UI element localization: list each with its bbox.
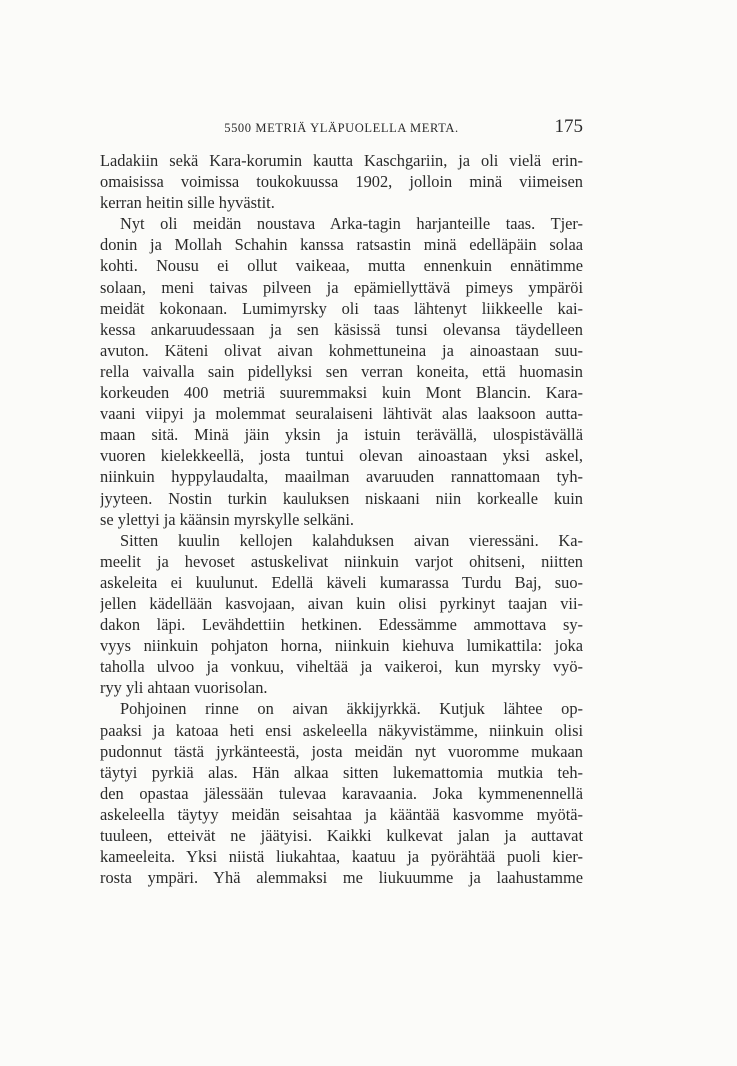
text-line: solaan, meni taivas pilveen ja epämiellyttävä pimeys ympäröi <box>100 277 583 297</box>
text-line: ryy yli ahtaan vuorisolan. <box>100 678 268 698</box>
text-line: askeleita ei kuulunut. Edellä käveli kumarassa Turdu Baj, suo- <box>100 572 583 592</box>
body-text <box>100 150 583 888</box>
text-line: kameeleita. Yksi niistä liukahtaa, kaatuu ja pyörähtää puoli kier- <box>100 847 583 867</box>
text-line: kohti. Nousu ei ollut vaikeaa, mutta ennenkuin ennätimme <box>100 256 583 276</box>
text-line: dakon läpi. Levähdettiin hetkinen. Edessämme ammottava sy- <box>100 615 583 635</box>
text-line: paaksi ja katoaa heti ensi askeleella näkyvistämme, niinkuin olisi <box>100 720 583 740</box>
text-line: tuuleen, etteivät ne jäätyisi. Kaikki kulkevat jalan ja auttavat <box>100 826 583 845</box>
text-line: vyys niinkuin pohjaton horna, niinkuin kiehuva lumikattila: joka <box>100 636 583 656</box>
text-line: se ylettyi ja käänsin myrskylle selkäni. <box>100 509 354 529</box>
text-line: Ladakiin sekä Kara-korumin kautta Kaschgariin, ja oli vielä erin- <box>100 151 583 170</box>
text-line: donin ja Mollah Schahin kanssa ratsastin minä edelläpäin solaa <box>100 235 583 255</box>
text-line: korkeuden 400 metriä suuremmaksi kuin Mont Blancin. Kara- <box>100 383 583 403</box>
text-line: vuoren kielekkeellä, josta tuntui olevan ainoastaan yksi askel, <box>100 446 583 466</box>
text-line: askeleella täytyy meidän seisahtaa ja kääntää kasvomme myötä- <box>100 804 583 824</box>
text-line: jyyteen. Nostin turkin kauluksen niskaani niin korkealle kuin <box>100 488 583 508</box>
text-line: rella vaivalla sain pidellyksi sen verran koneita, että huomasin <box>100 361 583 381</box>
text-line: meidät kokonaan. Lumimyrsky oli taas lähtenyt liikkeelle kai- <box>100 298 583 318</box>
text-line: meelit ja hevoset astuskelivat niinkuin varjot ohitseni, niitten <box>100 551 583 571</box>
text-line: taholla ulvoo ja vonkuu, viheltää ja vaikeroi, kun myrsky vyö- <box>100 657 583 677</box>
page-number: 175 <box>554 116 583 137</box>
text-line: kessa ankaruudessaan ja sen käsissä tunsi olevansa täydelleen <box>100 319 583 339</box>
text-line: täytyi pyrkiä alas. Hän alkaa sitten lukemattomia mutkia teh- <box>100 762 583 782</box>
text-line: pudonnut tästä jyrkänteestä, josta meidän nyt vuoromme mukaan <box>100 741 583 761</box>
text-line: rosta ympäri. Yhä alemmaksi me liukuumme ja laahustamme <box>100 868 583 888</box>
text-line: avuton. Käteni olivat aivan kohmettuneina ja ainoastaan suu- <box>100 340 583 360</box>
running-header <box>100 116 583 140</box>
text-line: maan sitä. Minä jäin yksin ja istuin terävällä, ulospistävällä <box>100 425 583 445</box>
text-line: Pohjoinen rinne on aivan äkkijyrkkä. Kutjuk lähtee op- <box>120 699 583 719</box>
text-line: niinkuin hyppylaudalta, maailman avaruuden rannattomaan tyh- <box>100 467 583 487</box>
text-line: den opastaa jälessään tulevaa karavaania. Joka kymmenennellä <box>100 783 583 803</box>
running-title: 5500 METRIÄ YLÄPUOLELLA MERTA. <box>224 121 459 135</box>
text-line: omaisissa voimissa toukokuussa 1902, jolloin minä viimeisen <box>100 172 583 192</box>
text-line: jellen kädellään kasvojaan, aivan kuin olisi pyrkinyt taajan vii- <box>100 593 583 613</box>
text-line: kerran heitin sille hyvästit. <box>100 193 275 213</box>
text-line: vaani viipyi ja molemmat seuralaiseni lähtivät alas laaksoon autta- <box>100 404 583 424</box>
text-line: Sitten kuulin kellojen kalahduksen aivan vieressäni. Ka- <box>120 530 583 550</box>
text-line: Nyt oli meidän noustava Arka-tagin harjanteille taas. Tjer- <box>120 214 583 234</box>
